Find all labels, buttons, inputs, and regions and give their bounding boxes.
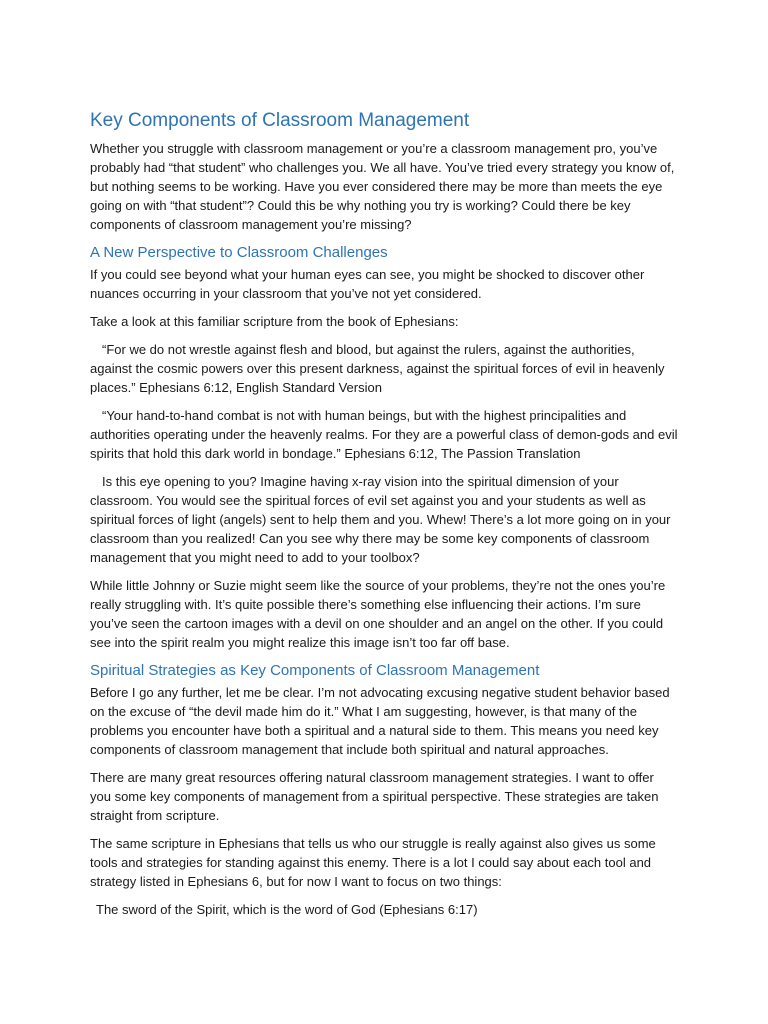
paragraph: The same scripture in Ephesians that tells us who our struggle is really against also gives us some tools and strategies for standing against this enemy. There is a lot I could say about each tool and strategy listed in Ephesians 6, but for now I want to focus on two things: — [90, 836, 656, 889]
paragraph: Is this eye opening to you? Imagine having x-ray vision into the spiritual dimension of your classroom. You would see the spiritual forces of evil set against you and your students as well as spiritual forces of light (angels) sent to help them and you. Whew! There’s a lot more going on in your classroom than you realized! Can you see why there may be some key components of classroom management that you might need to add to your toolbox? — [90, 474, 671, 565]
paragraph: Before I go any further, let me be clear. I’m not advocating excusing negative student behavior based on the excuse of “the devil made him do it.” What I am suggesting, however, is that many of the problems you encounter have both a spiritual and a natural side to them. This means you need key components of classroom management that include both spiritual and natural approaches. — [90, 685, 670, 757]
paragraph: There are many great resources offering natural classroom management strategies. I want to offer you some key components of management from a spiritual perspective. These strategies are taken straight from scripture. — [90, 770, 659, 823]
scripture-quote-tpt: “Your hand-to-hand combat is not with human beings, but with the highest principalities and authorities operating under the heavenly realms. For they are a powerful class of demon-gods and evil spirits that hold this dark world in bondage.” Ephesians 6:12, The Passion Translation — [90, 408, 678, 461]
document-title: Key Components of Classroom Management — [90, 110, 470, 131]
paragraph: If you could see beyond what your human eyes can see, you might be shocked to discover other nuances occurring in your classroom that you’ve not yet considered. — [90, 267, 645, 301]
paragraph: While little Johnny or Suzie might seem like the source of your problems, they’re not the ones you’re really struggling with. It’s quite possible there’s something else influencing their actions. I’m sure you’ve seen the cartoon images with a devil on one shoulder and an angel on the other. If you could see into the spirit realm you might realize this image isn’t too far off base. — [90, 578, 666, 650]
scripture-quote-esv: “For we do not wrestle against flesh and blood, but against the rulers, against the authorities, against the cosmic powers over this present darkness, against the spiritual forces of evil in heavenly places.” Ephesians 6:12, English Standard Version — [90, 342, 665, 395]
list-item: The sword of the Spirit, which is the word of God (Ephesians 6:17) — [96, 902, 478, 917]
paragraph: Take a look at this familiar scripture from the book of Ephesians: — [90, 314, 459, 329]
intro-paragraph: Whether you struggle with classroom management or you’re a classroom management pro, you’ve probably had “that student” who challenges you. We all have. You’ve tried every strategy you know of, but nothing seems to be working. Have you ever considered there may be more than meets the eye going on with “that student”? Could this be why nothing you try is working? Could there be key components of classroom management you’re missing? — [90, 141, 675, 232]
document-page — [90, 108, 678, 928]
section-heading-new-perspective: A New Perspective to Classroom Challenges — [90, 244, 388, 261]
section-heading-spiritual-strategies: Spiritual Strategies as Key Components of Classroom Management — [90, 662, 540, 679]
